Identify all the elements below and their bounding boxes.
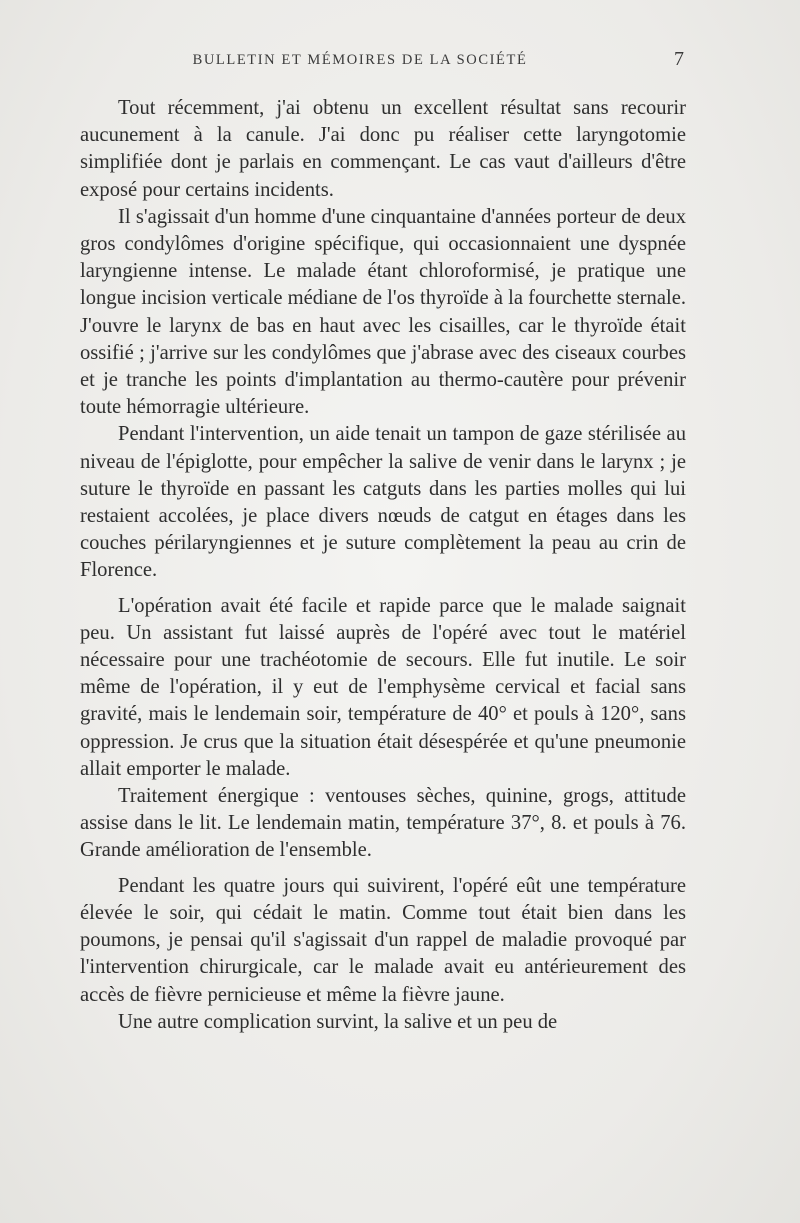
page-header xyxy=(80,48,692,74)
paragraph: Pendant les quatre jours qui suivirent, l'opéré eût une température élevée le soir, qui cédait le matin. Comme tout était bien dans les poumons, je pensai qu'il s'agissait d'un rappel de maladie provoqué par l'intervention chirurgicale, car le malade avait eu antérieurement des accès de fièvre pernicieuse et même la fièvre jaune. xyxy=(80,874,686,1006)
page-number: 7 xyxy=(674,48,684,70)
paragraph: Traitement énergique : ventouses sèches, quinine, grogs, attitude assise dans le lit. Le lendemain matin, température 37°, 8. et pouls à 76. Grande amélioration de l'ensemble. xyxy=(80,785,686,862)
paragraph: Tout récemment, j'ai obtenu un excellent résultat sans recourir aucunement à la canule. J'ai donc pu réaliser cette laryngotomie simplifiée dont je parlais en commençant. Le cas vaut d'ailleurs d'être exposé pour certains incidents. xyxy=(80,97,686,201)
paragraph: Pendant l'intervention, un aide tenait un tampon de gaze stérilisée au niveau de l'épiglotte, pour empêcher la salive de venir dans le larynx ; je suture le thyroïde en passant les catguts dans les parties molles qui lui restaient accolées, je place divers nœuds de catgut en étages dans les couches périlaryngiennes et je suture complètement la peau au crin de Florence. xyxy=(80,423,686,582)
paragraph: L'opération avait été facile et rapide parce que le malade saignait peu. Un assistant fut laissé auprès de l'opéré avec tout le matériel nécessaire pour une trachéotomie de secours. Elle fut inutile. Le soir même de l'opération, il y eut de l'emphysème cervical et facial sans gravité, mais le lendemain soir, température de 40° et pouls à 120°, sans oppression. Je crus que la situation était désespérée et qu'une pneumonie allait emporter le malade. xyxy=(80,594,686,780)
running-head: BULLETIN ET MÉMOIRES DE LA SOCIÉTÉ xyxy=(192,52,528,68)
body-text xyxy=(80,95,686,1036)
paragraph: Il s'agissait d'un homme d'une cinquantaine d'années porteur de deux gros condylômes d'origine spécifique, qui occasionnaient une dyspnée laryngienne intense. Le malade étant chloroformisé, je pratique une longue incision verticale médiane de l'os thyroïde à la fourchette sternale. J'ouvre le larynx de bas en haut avec les cisailles, car le thyroïde était ossifié ; j'arrive sur les condylômes que j'abrase avec des ciseaux courbes et je tranche les points d'implantation au thermo-cautère pour prévenir toute hémorragie ultérieure. xyxy=(80,205,686,419)
paragraph: Une autre complication survint, la salive et un peu de xyxy=(118,1010,558,1033)
